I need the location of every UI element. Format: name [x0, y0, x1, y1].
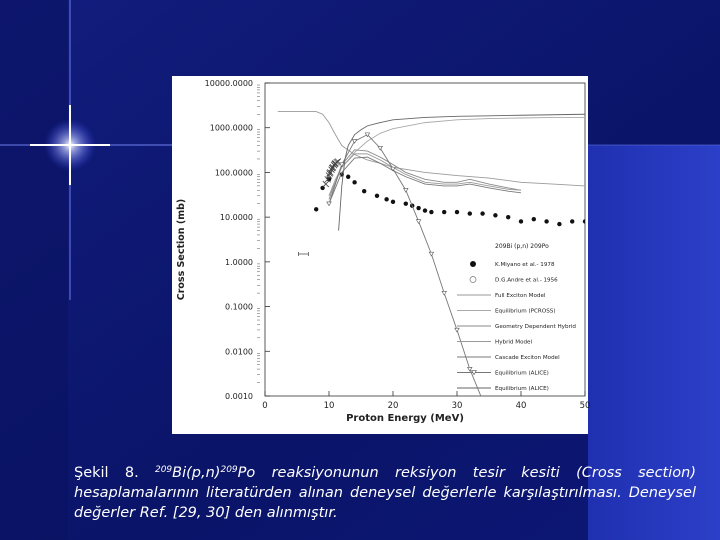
- y-tick-label: 1.0000: [225, 257, 253, 267]
- y-axis-label: Cross Section (mb): [176, 198, 187, 301]
- series-line: [339, 114, 585, 230]
- series-8: [339, 114, 585, 230]
- x-tick-label: 20: [387, 401, 399, 411]
- y-tick-label: 0.0100: [225, 347, 253, 357]
- data-point: [570, 219, 574, 223]
- data-point: [506, 215, 510, 219]
- data-point: [327, 202, 331, 206]
- legend-entry: Equilibrium (ALICE): [495, 386, 549, 392]
- series-1: [323, 159, 341, 187]
- data-point: [493, 213, 497, 217]
- series-line: [329, 157, 521, 204]
- data-point: [519, 219, 523, 223]
- data-point: [362, 189, 366, 193]
- y-tick-label: 100.0000: [214, 168, 253, 178]
- data-point: [352, 139, 356, 143]
- y-tick-label: 0.0010: [225, 392, 253, 401]
- left-dark-band: [0, 0, 68, 540]
- chart-panel: [172, 76, 591, 434]
- legend-entry: Equilibrium (ALICE): [495, 370, 549, 377]
- data-point: [323, 181, 329, 187]
- data-point: [544, 219, 548, 223]
- caption-po: Po: [237, 465, 256, 481]
- y-tick-label: 10000.0000: [204, 79, 253, 88]
- legend-marker: [470, 261, 476, 267]
- data-point: [480, 399, 484, 403]
- series-5: [329, 154, 521, 196]
- x-tick-label: 10: [323, 401, 335, 411]
- legend-entry: Hybrid Model: [495, 339, 533, 346]
- x-tick-label: 40: [515, 401, 527, 411]
- series-2: [278, 112, 585, 186]
- data-point: [480, 211, 484, 215]
- data-point: [391, 200, 395, 204]
- x-tick-label: 50: [579, 401, 591, 411]
- data-point: [423, 208, 427, 212]
- data-point: [404, 188, 408, 192]
- caption-sup-bi: 209: [154, 465, 173, 475]
- series-line: [329, 154, 521, 196]
- data-point: [416, 220, 420, 224]
- data-point: [320, 186, 324, 190]
- series-0: [314, 172, 587, 226]
- y-tick-label: 0.1000: [225, 302, 253, 312]
- legend-entry: Equilibrium (PCROSS): [495, 308, 556, 315]
- data-point: [416, 206, 420, 210]
- series-line: [278, 112, 585, 186]
- y-tick-label: 10.0000: [219, 213, 253, 223]
- data-point: [455, 210, 459, 214]
- data-point: [429, 210, 433, 214]
- x-axis-label: Proton Energy (MeV): [346, 413, 464, 424]
- data-point: [583, 219, 587, 223]
- data-point: [391, 167, 395, 171]
- caption-sup-po: 209: [220, 465, 238, 475]
- data-point: [404, 201, 408, 205]
- data-point: [378, 146, 382, 150]
- data-point: [557, 222, 561, 226]
- caption-text: reaksiyonunun reksiyon tesir kesiti (Cross section) hesaplamalarının literatürden alınan deneysel değerlerle karşılaştırılması. Deneysel değerler Ref. [29, 30] den alınmıştır.: [74, 465, 696, 521]
- data-point: [429, 252, 433, 256]
- data-point: [384, 197, 388, 201]
- legend-entry: K.Miyano et al.- 1978: [495, 262, 555, 268]
- data-point: [442, 210, 446, 214]
- legend-title: 209Bi (p,n) 209Po: [495, 243, 549, 250]
- figure-caption: [74, 460, 696, 523]
- legend-entry: Cascade Exciton Model: [495, 355, 560, 361]
- caption-bi: Bi(p,n): [172, 465, 221, 481]
- legend-entry: D.G.Andre et al.- 1956: [495, 277, 558, 284]
- data-point: [442, 291, 446, 295]
- data-point: [532, 217, 536, 221]
- legend-entry: Full Exciton Model: [495, 293, 546, 299]
- data-point: [455, 328, 459, 332]
- data-point: [314, 207, 318, 211]
- series-6: [329, 157, 521, 204]
- x-tick-label: 0: [262, 401, 268, 411]
- plot-frame: [265, 83, 585, 396]
- cross-section-chart: [172, 76, 591, 434]
- legend-marker: [470, 277, 476, 283]
- data-point: [352, 180, 356, 184]
- legend-entry: Geometry Dependent Hybrid: [495, 324, 576, 330]
- series-7: [327, 133, 485, 402]
- data-point: [346, 175, 350, 179]
- x-tick-label: 30: [451, 401, 463, 411]
- series-line: [329, 150, 521, 200]
- y-tick-label: 1000.0000: [209, 123, 253, 133]
- caption-label: Şekil 8.: [74, 465, 139, 481]
- series-4: [329, 150, 521, 200]
- data-point: [468, 211, 472, 215]
- data-point: [375, 194, 379, 198]
